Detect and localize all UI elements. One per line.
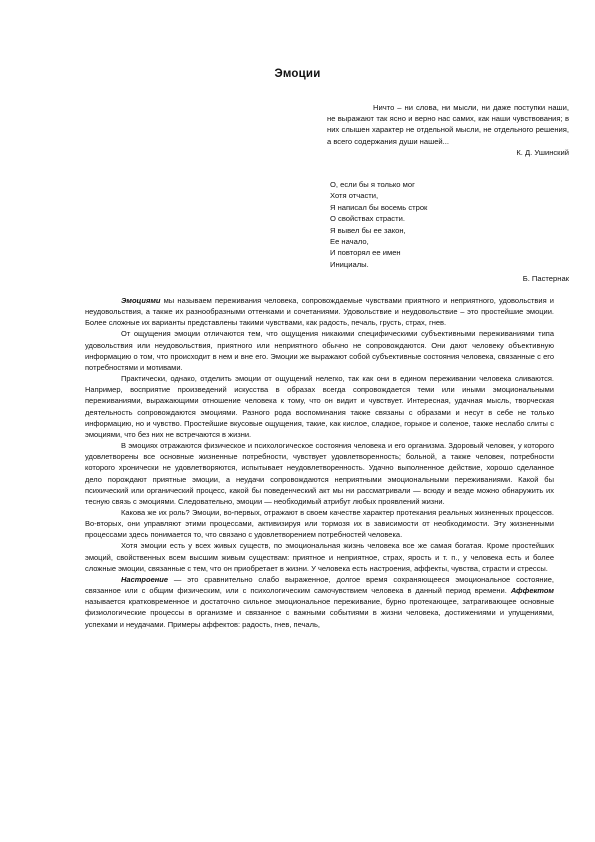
epigraph-ushinsky xyxy=(327,102,569,158)
paragraph: Какова же их роль? Эмоции, во-первых, отражают в своем качестве характер протекания реальных жизненных процессов. Во-вторых, они управляют этими процессами, активизируя или тормозя их в зависимости от необходимости. Эту жизненными процессами здесь понимается то, что связано с удовлетворением потребностей человека. xyxy=(85,507,554,540)
term-mood: Настроение xyxy=(121,574,169,584)
poem-line: О свойствах страсти. xyxy=(330,214,405,224)
term-affect: Аффектом xyxy=(510,586,554,596)
poem-line: И повторял ее имен xyxy=(330,248,401,258)
poem-line: Я написал бы восемь строк xyxy=(330,202,428,212)
body-text xyxy=(85,295,554,630)
paragraph: От ощущения эмоции отличаются тем, что ощущения никакими специфическими субъективными переживаниями типа удовольствия или неудовольствия, приятного или неприятного обычно не сопровождаются. Они дают человеку объективную информацию о том, что происходит в нем и вне его. Эмоции же выражают собой субъективные состояния человека, связанные с его потребностями и мотивами. xyxy=(85,329,554,372)
paragraph xyxy=(85,574,554,630)
paragraph: В эмоциях отражаются физическое и психологическое состояния человека и его организма. Здоровый человек, у которого удовлетворены все основные жизненные потребности, чувствует удовлетворенность; больной, а также человек, потребности которого хронически не удовлетворяются, испытывает неудовлетворенность. Удачно выполненное действие, хорошо сделанное дело порождают приятные эмоции, а неудачи сопровождаются неприятными эмоциональными переживаниями. Какой бы психический или органический процесс, какой бы поведенческий акт мы ни рассматривали — всюду и везде можно обнаружить их тесную связь с эмоциями. Следовательно, эмоции — необходимый атрибут любых проявлений жизни. xyxy=(85,441,554,506)
poem-line: Инициалы. xyxy=(330,259,369,269)
paragraph-text: мы называем переживания человека, сопровождаемые чувствами приятного и неприятного, удовольствия и неудовольствия, а также их разнообразными оттенками и сочетаниями. Удовольствие и неудовольствие – это простейшие эмоции. Более сложные их варианты представлены такими чувствами, как радость, печаль, грусть, страх, гнев. xyxy=(85,296,554,328)
poem-line: Я вывел бы ее закон, xyxy=(330,225,406,235)
term-emotions: Эмоциями xyxy=(121,296,161,305)
poem-line: Хотя отчасти, xyxy=(330,191,379,201)
poem-line: О, если бы я только мог xyxy=(330,180,415,189)
paragraph: Практически, однако, отделить эмоции от ощущений нелегко, так как они в едином переживании человека сливаются. Например, восприятие произведений искусства в образах всегда сопровождается теми или иными эмоциональными переживаниями, выражающими отношение человека к тому, что он видит и чувствует. Интересная, удачная мысль, творческая деятельность сопровождаются эмоциями. Разного рода воспоминания также связаны с образами и несут в себе не только информацию, но и чувство. Простейшие вкусовые ощущения, такие, как кислое, сладкое, горькое и соленое, также неслабо слиты с эмоциями, что без них не встречаются в жизни. xyxy=(85,374,554,439)
poem-line: Ее начало, xyxy=(330,237,369,247)
epigraph-text: Ничто – ни слова, ни мысли, ни даже поступки наши, не выражают так ясно и верно нас самих, как наши чувствования; в них слышен характер не отдельной мысли, не отдельного решения, а всего содержания души нашей... xyxy=(327,103,569,146)
paragraph xyxy=(85,295,554,328)
epigraph-author: К. Д. Ушинский xyxy=(516,147,569,157)
page-title: Эмоции xyxy=(274,68,321,80)
poem-author: Б. Пастернак xyxy=(522,274,569,284)
paragraph: Хотя эмоции есть у всех живых существ, по эмоциональная жизнь человека все же самая богатая. Кроме простейших эмоций, свойственных всем высшим живым существам: приятное и неприятное, страх, ярость и т. п., у человека есть и более сложные эмоции, связанные с тем, что он приобретает в жизни. У человека есть настроения, аффекты, чувства, страсти и стрессы. xyxy=(85,541,554,573)
paragraph-text: — это сравнительно слабо выраженное, долгое время сохраняющееся эмоциональное состояние, связанное или с общим физическим, или с психологическим самочувствием человека в данный период времени. xyxy=(85,574,554,596)
paragraph-text: называется кратковременное и достаточно сильное эмоциональное переживание, бурно протекающее, затрагивающее основные физиологические процессы в организме и связанное с важными событиями в жизни человека, достижениями и упущениями, успехами и неудачами. Примеры аффектов: радость, гнев, печаль, xyxy=(85,597,554,629)
epigraph-pasternak xyxy=(330,179,569,285)
